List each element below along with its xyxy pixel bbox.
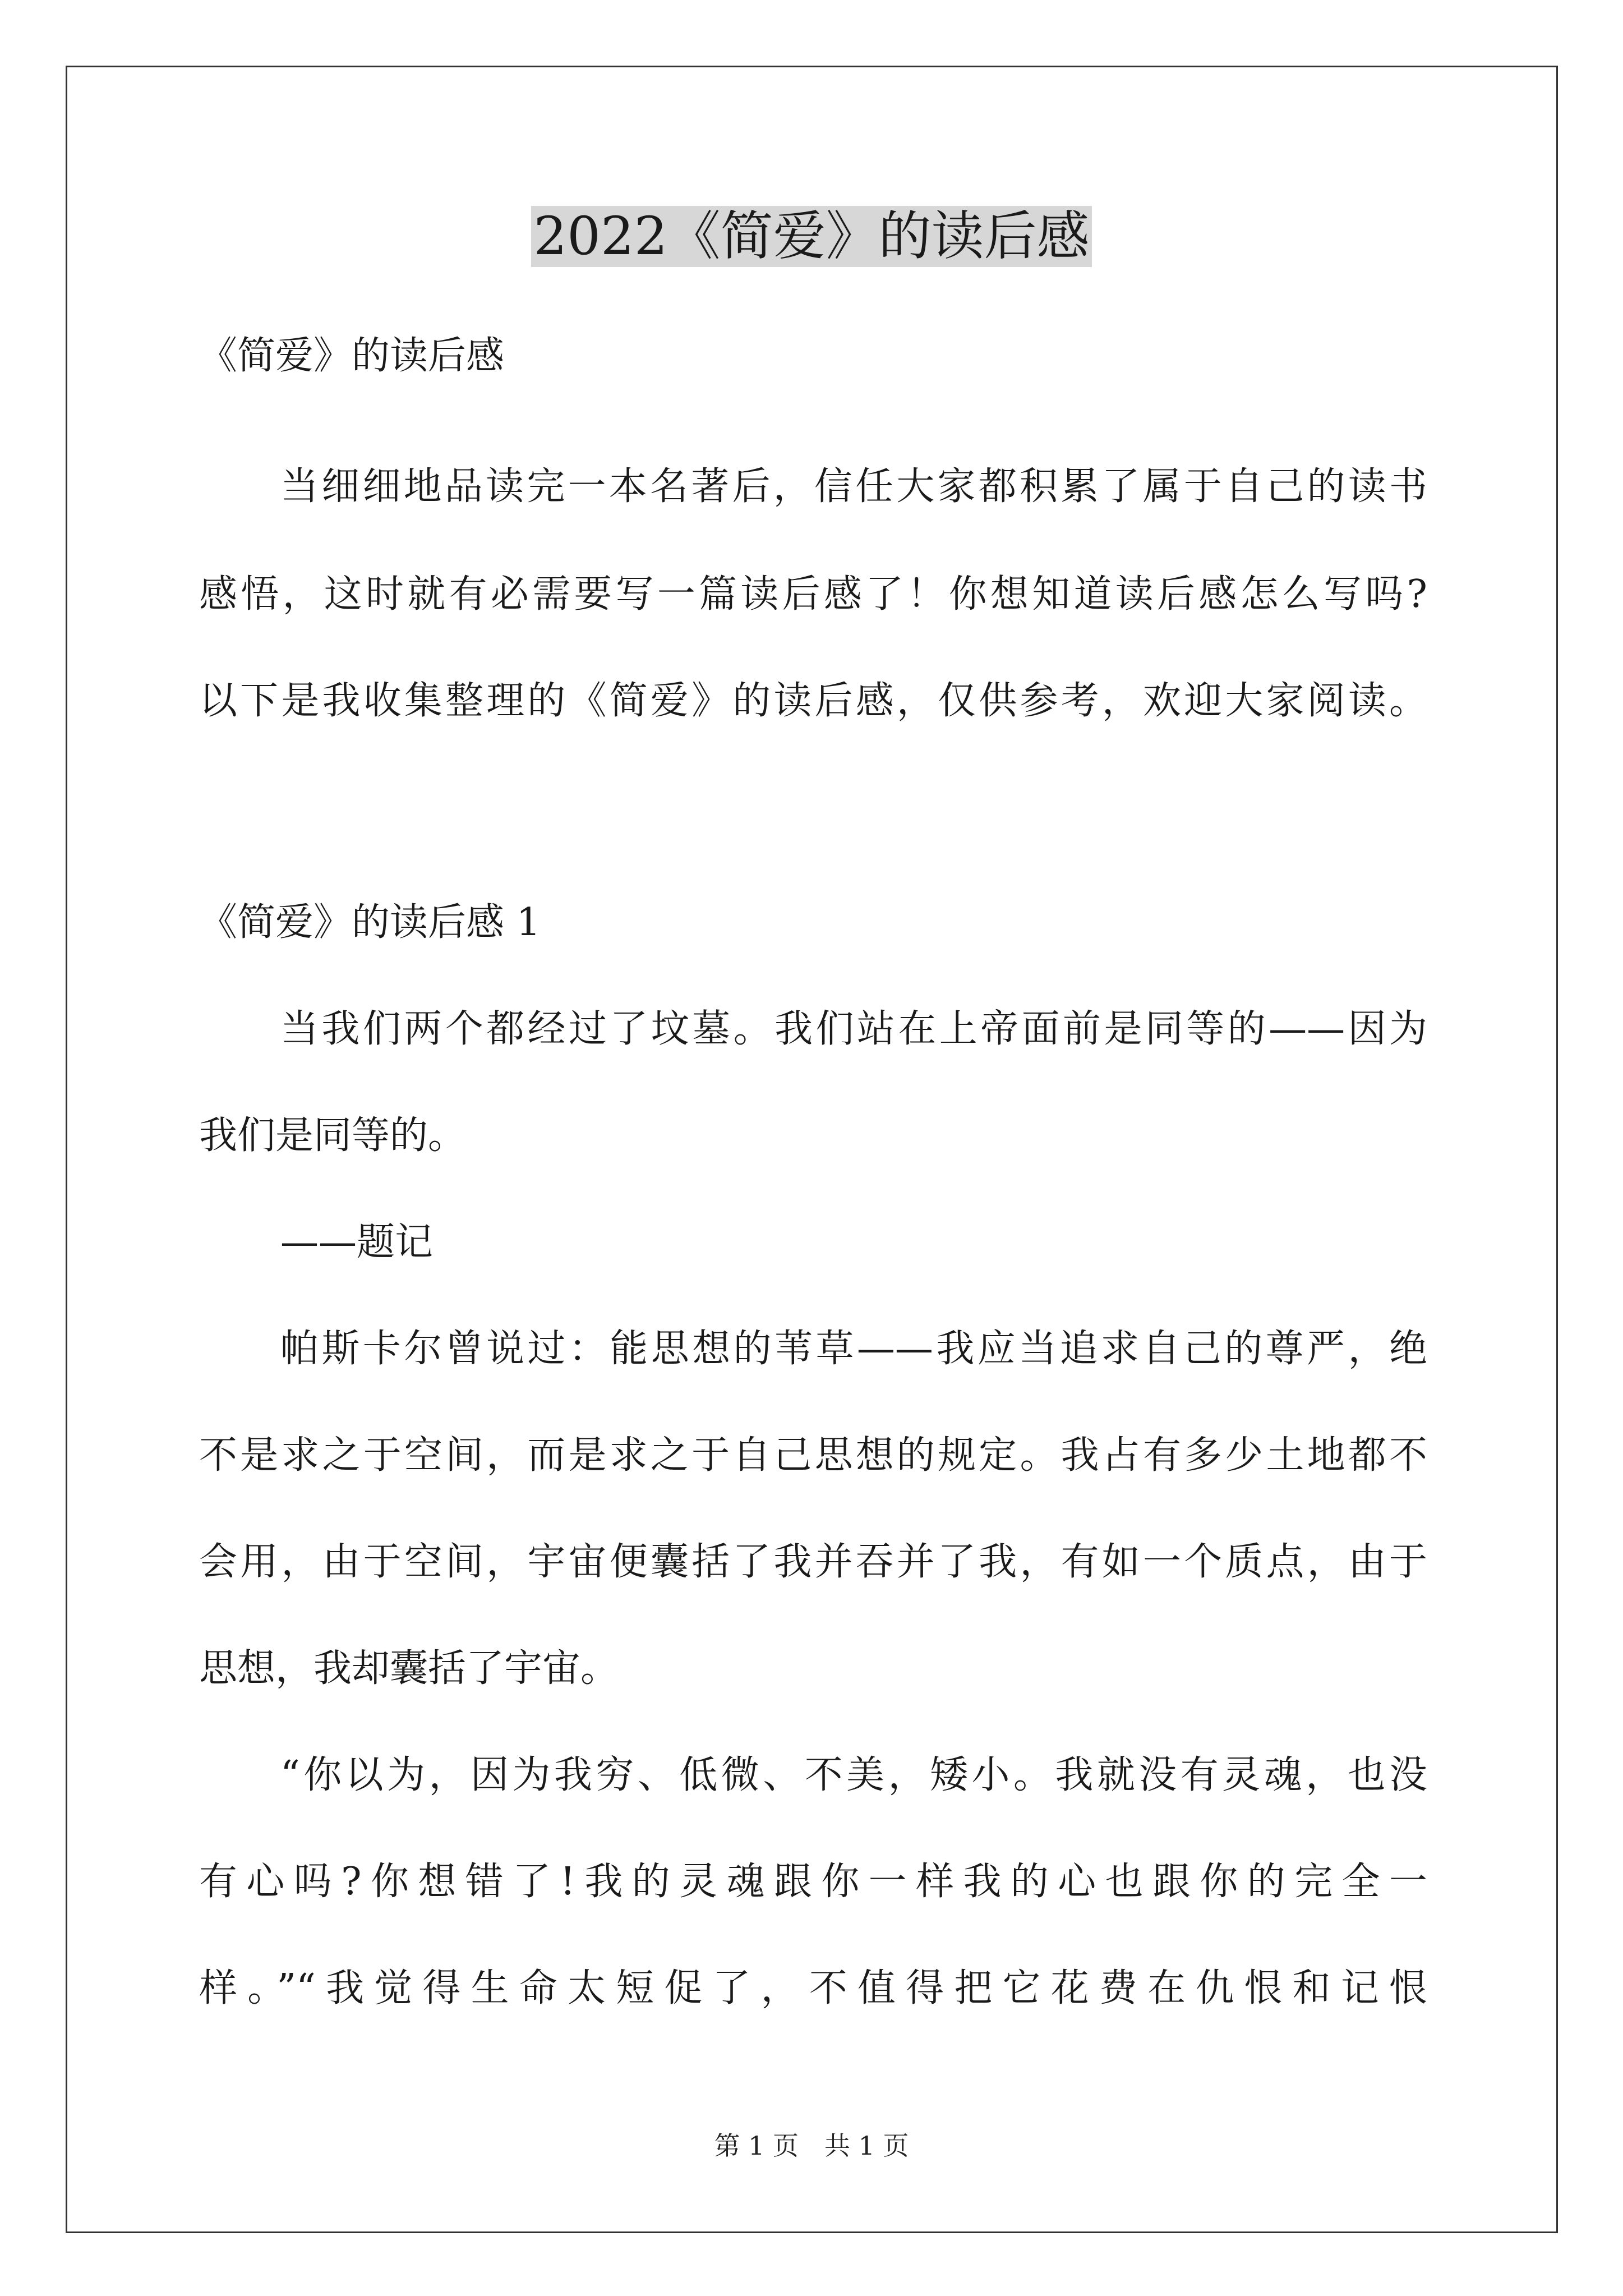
paragraph-line: 我们是同等的。 [199,1114,467,1158]
paragraph-line: 帕斯卡尔曾说过：能思想的苇草——我应当追求自己的尊严，绝 [280,1327,1427,1371]
title-highlight: 2022《简爱》的读后感 [531,206,1091,267]
paragraph-line: 不是求之于空间，而是求之于自己思想的规定。我占有多少土地都不 [199,1433,1427,1478]
paragraph-line: 样。”“我觉得生命太短促了，不值得把它花费在仇恨和记恨 [199,1966,1427,2010]
page-footer: 第 1 页 共 1 页 [714,2131,909,2161]
paragraph-line: 有心吗?你想错了!我的灵魂跟你一样我的心也跟你的完全一 [199,1860,1427,1904]
paragraph-line: “你以为，因为我穷、低微、不美，矮小。我就没有灵魂，也没 [280,1753,1427,1797]
section-heading: 《简爱》的读后感 [199,334,505,378]
paragraph-line: 感悟，这时就有必需要写一篇读后感了！你想知道读后感怎么写吗? [199,572,1427,616]
document-title [0,197,1623,276]
paragraph-line: 当我们两个都经过了坟墓。我们站在上帝面前是同等的——因为 [280,1007,1427,1051]
paragraph-line: 思想，我却囊括了宇宙。 [199,1646,619,1691]
paragraph-line: 以下是我收集整理的《简爱》的读后感，仅供参考，欢迎大家阅读。 [199,679,1427,723]
paragraph-line: 当细细地品读完一本名著后，信任大家都积累了属于自己的读书 [280,464,1427,509]
paragraph-line: 会用，由于空间，宇宙便囊括了我并吞并了我，有如一个质点，由于 [199,1540,1427,1584]
epigraph-signature: ——题记 [280,1220,434,1264]
section-heading: 《简爱》的读后感 1 [199,900,541,945]
